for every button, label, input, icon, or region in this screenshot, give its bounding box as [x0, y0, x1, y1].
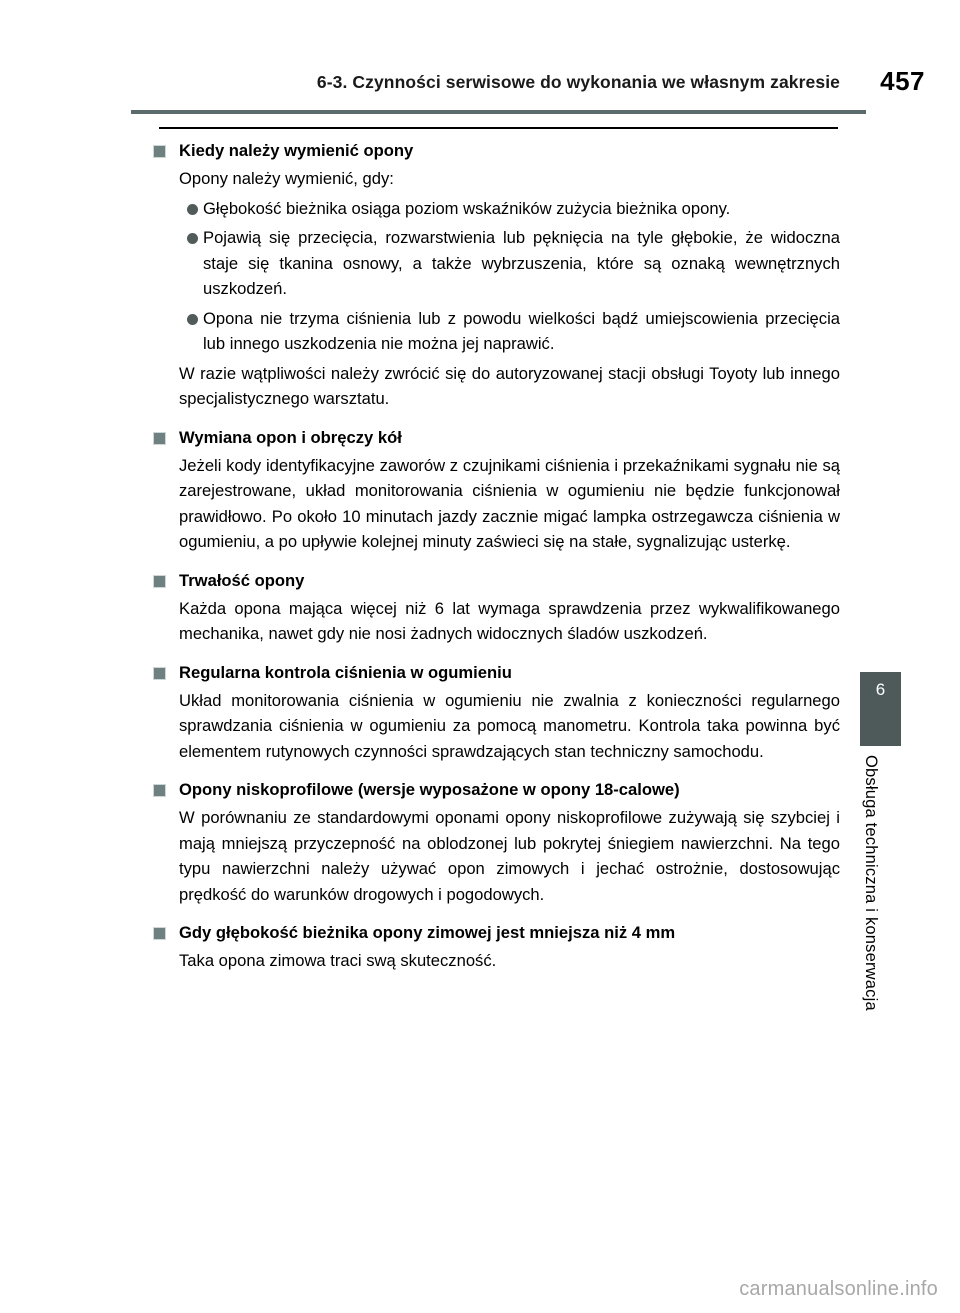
- square-bullet-icon: [153, 575, 166, 588]
- list-item: [152, 306, 840, 357]
- list-item-text: Pojawią się przecięcia, rozwarstwienia lub pęknięcia na tyle głębokie, że widoczna staje się tkanina osnowy, a także wybrzuszenia, które są oznaką wewnętrznych uszkodzeń.: [203, 228, 840, 298]
- list-item-text: Opona nie trzyma ciśnienia lub z powodu wielkości bądź umiejscowienia przecięcia lub innego uszkodzenia nie można jej naprawić.: [203, 308, 840, 353]
- list-item: [152, 225, 840, 302]
- section-heading: [152, 660, 840, 686]
- spacer: [152, 416, 840, 425]
- section-heading: [152, 425, 840, 451]
- square-bullet-icon: [153, 432, 166, 445]
- page-header: [0, 66, 960, 106]
- spacer: [152, 911, 840, 920]
- body-paragraph: Układ monitorowania ciśnienia w ogumieniu nie zwalnia z konieczności regularnego sprawdzania ciśnienia w ogumieniu za pomocą manometru. Kontrola taka powinna być elementem rutynowych czynności sprawdzających stan techniczny samochodu.: [179, 690, 840, 761]
- body-paragraph: Każda opona mająca więcej niż 6 lat wymaga sprawdzenia przez wykwalifikowanego mechanika, nawet gdy nie nosi żadnych widocznych śladów uszkodzeń.: [179, 598, 840, 643]
- square-bullet-icon: [153, 145, 166, 158]
- section-title: 6-3. Czynności serwisowe do wykonania we własnym zakresie: [316, 72, 840, 92]
- chapter-tab-number: 6: [875, 680, 886, 699]
- body-paragraph: Opony należy wymienić, gdy:: [179, 169, 394, 188]
- content-column: [152, 138, 840, 978]
- spacer: [152, 559, 840, 568]
- chapter-tab: [860, 672, 901, 746]
- section-heading-text: Regularna kontrola ciśnienia w ogumieniu: [179, 662, 512, 682]
- section-heading: [152, 920, 840, 946]
- round-bullet-icon: [187, 233, 198, 244]
- section-heading: [152, 777, 840, 803]
- section-heading-text: Gdy głębokość bieżnika opony zimowej jest mniejsza niż 4 mm: [179, 923, 676, 942]
- spacer: [152, 651, 840, 660]
- section-heading: [152, 568, 840, 594]
- square-bullet-icon: [153, 927, 166, 940]
- footer-watermark: carmanualsonline.info: [739, 1278, 938, 1300]
- spacer: [152, 768, 840, 777]
- chapter-tab-label: Obsługa techniczna i konserwacja: [862, 755, 880, 1011]
- section-heading-text: Trwałość opony: [179, 570, 305, 590]
- square-bullet-icon: [153, 667, 166, 680]
- body-paragraph: W porównaniu ze standardowymi oponami opony niskoprofilowe zużywają się szybciej i mają mniejszą przyczepność na oblodzonej lub pokrytej śniegiem nawierzchni. Na tego typu nawierzchni należy używać opon zimowych i jechać ostrożnie, dostosowując prędkość do warunków drogowych i pogodowych.: [179, 808, 840, 904]
- header-divider-rule: [131, 110, 866, 114]
- square-bullet-icon: [153, 784, 166, 797]
- body-paragraph: W razie wątpliwości należy zwrócić się do autoryzowanej stacji obsługi Toyoty lub innego specjalistycznego warsztatu.: [179, 363, 840, 408]
- content-top-rule: [159, 127, 838, 129]
- page-number: 457: [880, 66, 925, 96]
- round-bullet-icon: [187, 204, 198, 215]
- round-bullet-icon: [187, 314, 198, 325]
- section-heading: [152, 138, 840, 164]
- section-heading-text: Wymiana opon i obręczy kół: [179, 427, 402, 447]
- section-heading-text: Opony niskoprofilowe (wersje wyposażone w opony 18-calowe): [179, 780, 680, 799]
- body-paragraph: Taka opona zimowa traci swą skuteczność.: [179, 951, 497, 970]
- list-item-text: Głębokość bieżnika osiąga poziom wskaźników zużycia bieżnika opony.: [203, 198, 731, 218]
- list-item: [152, 196, 840, 222]
- section-heading-text: Kiedy należy wymienić opony: [179, 141, 414, 160]
- body-paragraph: Jeżeli kody identyfikacyjne zaworów z czujnikami ciśnienia i przekaźnikami sygnału nie są zarejestrowane, układ monitorowania ciśnienia w ogumieniu nie będzie funkcjonował prawidłowo. Po około 10 minutach jazdy zacznie migać lampka ostrzegawcza ciśnienia w ogumieniu, a po upływie kolejnej minuty zaświeci się na stałe, sygnalizując usterkę.: [179, 455, 840, 551]
